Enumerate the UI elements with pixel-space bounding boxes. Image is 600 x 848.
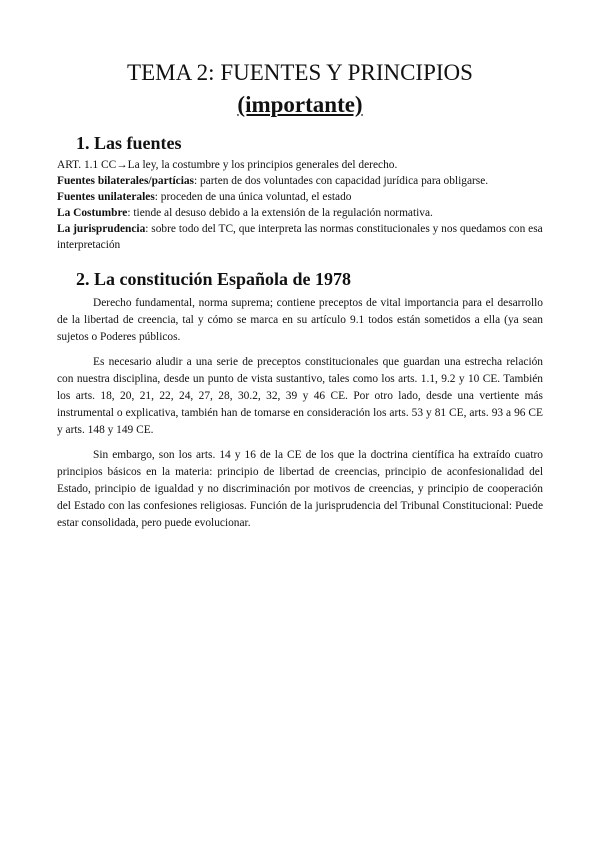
fuentes-item (57, 221, 547, 253)
fuentes-item (57, 205, 547, 221)
fuentes-section-body (57, 157, 547, 253)
fuentes-item-term: Fuentes unilaterales (57, 191, 155, 203)
fuentes-item-text: : sobre todo del TC, que interpreta las normas constitucionales y nos quedamos con esa interpretación (57, 223, 543, 251)
constitucion-section-body (57, 295, 543, 540)
section-heading-constitucion: 2. La constitución Española de 1978 (76, 269, 352, 289)
page-subtitle: (importante) (237, 92, 363, 117)
body-paragraph: Derecho fundamental, norma suprema; contiene preceptos de vital importancia para el desarrollo de la libertad de creencia, tal y cómo se marca en su artículo 9.1 todos están sometidos a ella (ya sean sujetos o Poderes públicos. (57, 297, 543, 343)
body-paragraph: Es necesario aludir a una serie de preceptos constitucionales que guardan una estrecha relación con nuestra disciplina, desde un punto de vista sustantivo, tales como los arts. 1.1, 9.2 y 10 CE. También los arts. 18, 20, 21, 22, 24, 27, 28, 30.2, 32, 39 y 46 CE. Por otro lado, desde una vertiente más instrumental o explicativa, también han de tomarse en consideración los arts. 53 y 81 CE, arts. 93 a 96 CE y arts. 148 y 149 CE. (57, 356, 543, 436)
page-title: TEMA 2: FUENTES Y PRINCIPIOS (127, 60, 473, 85)
fuentes-item-term: Fuentes bilaterales/partícias (57, 175, 194, 187)
fuentes-item-term: La jurisprudencia (57, 223, 146, 235)
art-line: ART. 1.1 CC→La ley, la costumbre y los principios generales del derecho. (57, 159, 398, 171)
fuentes-item-text: : proceden de una única voluntad, el estado (154, 191, 352, 203)
fuentes-item-text: : tiende al desuso debido a la extensión de la regulación normativa. (127, 207, 433, 219)
fuentes-item (57, 173, 547, 189)
section-heading-fuentes: 1. Las fuentes (76, 133, 182, 153)
fuentes-item-term: La Costumbre (57, 207, 128, 219)
body-paragraph: Sin embargo, son los arts. 14 y 16 de la CE de los que la doctrina científica ha extraído cuatro principios básicos en la materia: principio de libertad de creencias, principio de aconfesionalidad del Estado, principio de igualdad y no discriminación por motivos de creencias, y principio de cooperación del Estado con las confesiones religiosas. Función de la jurisprudencia del Tribunal Constitucional: Puede estar consolidada, pero puede evolucionar. (57, 449, 543, 529)
fuentes-item-text: : parten de dos voluntades con capacidad jurídica para obligarse. (193, 175, 489, 187)
fuentes-item (57, 189, 547, 205)
